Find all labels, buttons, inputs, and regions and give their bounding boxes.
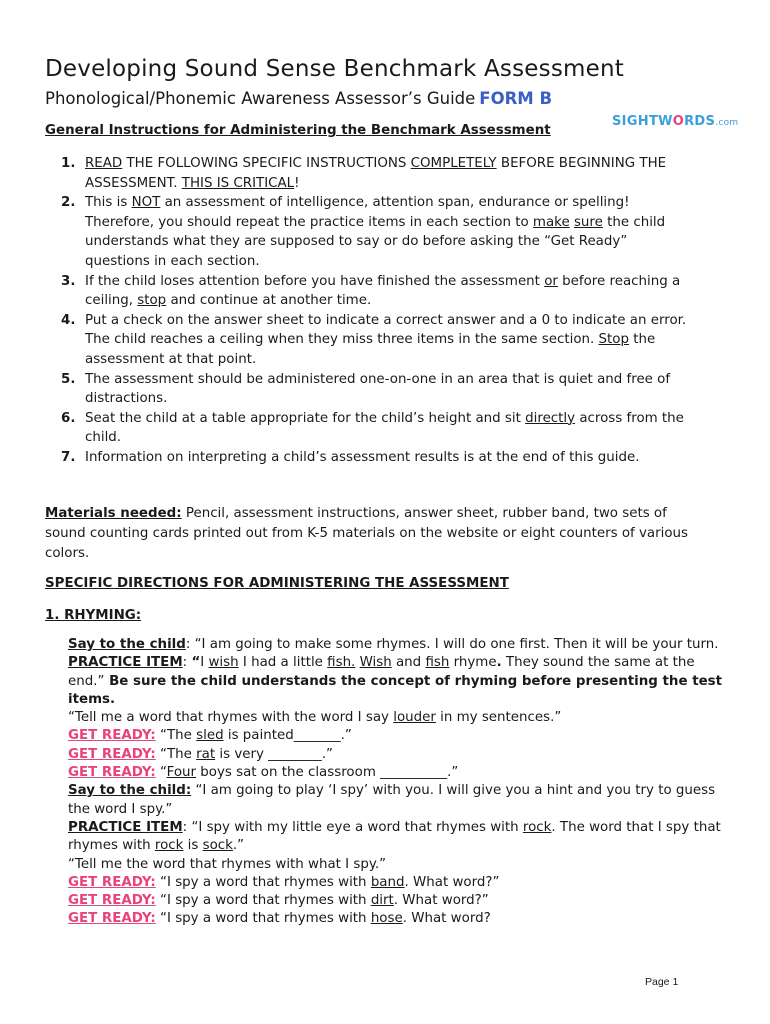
- get-ready-line: GET READY: “The rat is very ________.”: [68, 746, 333, 762]
- practice-item-line: PRACTICE ITEM: “I spy with my little eye a word that rhymes with rock. The word that I spy that rhymes with rock is sock.”: [68, 819, 721, 854]
- practice-item-line: PRACTICE ITEM: “I wish I had a little fish. Wish and fish rhyme. They sound the same at the end.” Be sure the child understands the concept of rhyming before presenting the test items.: [68, 655, 723, 707]
- get-ready-line: GET READY: “The sled is painted_______.”: [68, 728, 352, 744]
- general-instructions-heading: General Instructions for Administering the Benchmark Assessment: [45, 123, 551, 138]
- instructions-list: [45, 154, 695, 468]
- page-title: Developing Sound Sense Benchmark Assessment: [45, 56, 624, 82]
- form-label: FORM B: [479, 89, 553, 108]
- get-ready-line: GET READY: “I spy a word that rhymes with hose. What word?: [68, 911, 491, 927]
- instruction-item: 6. Seat the child at a table appropriate for the child’s height and sit directly across from the child.: [61, 410, 684, 446]
- instruction-line: “Tell me the word that rhymes with what I spy.”: [68, 856, 387, 872]
- materials-heading: Materials needed:: [45, 506, 182, 521]
- subtitle-text: Phonological/Phonemic Awareness Assessor’s Guide: [45, 89, 476, 108]
- instruction-item: 5. The assessment should be administered one-on-one in an area that is quiet and free of distractions.: [61, 371, 671, 407]
- materials-paragraph: [45, 504, 705, 564]
- page-number: Page 1: [645, 976, 679, 988]
- specific-directions-heading: SPECIFIC DIRECTIONS FOR ADMINISTERING THE ASSESSMENT: [45, 576, 509, 591]
- instruction-item: 3. If the child loses attention before you have finished the assessment or before reaching a ceiling, stop and continue at another time.: [61, 273, 681, 309]
- get-ready-line: GET READY: “I spy a word that rhymes with dirt. What word?”: [68, 893, 489, 909]
- instruction-item: 7. Information on interpreting a child’s assessment results is at the end of this guide.: [61, 449, 640, 465]
- get-ready-line: GET READY: “I spy a word that rhymes with band. What word?”: [68, 874, 500, 890]
- instruction-item: 1. READ THE FOLLOWING SPECIFIC INSTRUCTIONS COMPLETELY BEFORE BEGINNING THE ASSESSMENT. THIS IS CRITICAL!: [61, 156, 667, 191]
- rhyming-section: [68, 636, 728, 929]
- rhyming-heading: 1. RHYMING:: [45, 608, 142, 623]
- sightwords-logo: SIGHTWORDS.com: [612, 114, 739, 129]
- get-ready-line: GET READY: “Four boys sat on the classroom __________.”: [68, 765, 459, 781]
- instruction-line: “Tell me a word that rhymes with the word I say louder in my sentences.”: [68, 710, 562, 726]
- page-subtitle: [45, 89, 552, 108]
- instruction-item: 2. This is NOT an assessment of intelligence, attention span, endurance or spelling! Therefore, you should repeat the practice items in each section to make sure the child understands what they are supposed to say or do before asking the “Get Ready” questions in each section.: [61, 195, 666, 269]
- say-to-child-line: Say to the child: “I am going to make some rhymes. I will do one first. Then it will be your turn.: [68, 637, 719, 652]
- instruction-item: 4. Put a check on the answer sheet to indicate a correct answer and a 0 to indicate an error. The child reaches a ceiling when they miss three items in the same section. Stop the assessment at that point.: [61, 312, 687, 367]
- materials-text: Pencil, assessment instructions, answer sheet, rubber band, two sets of sound counting cards printed out from K-5 materials on the website or eight counters of various colors.: [45, 506, 689, 561]
- say-to-child-line: Say to the child: “I am going to play ‘I spy’ with you. I will give you a hint and you try to guess the word I spy.”: [68, 783, 716, 817]
